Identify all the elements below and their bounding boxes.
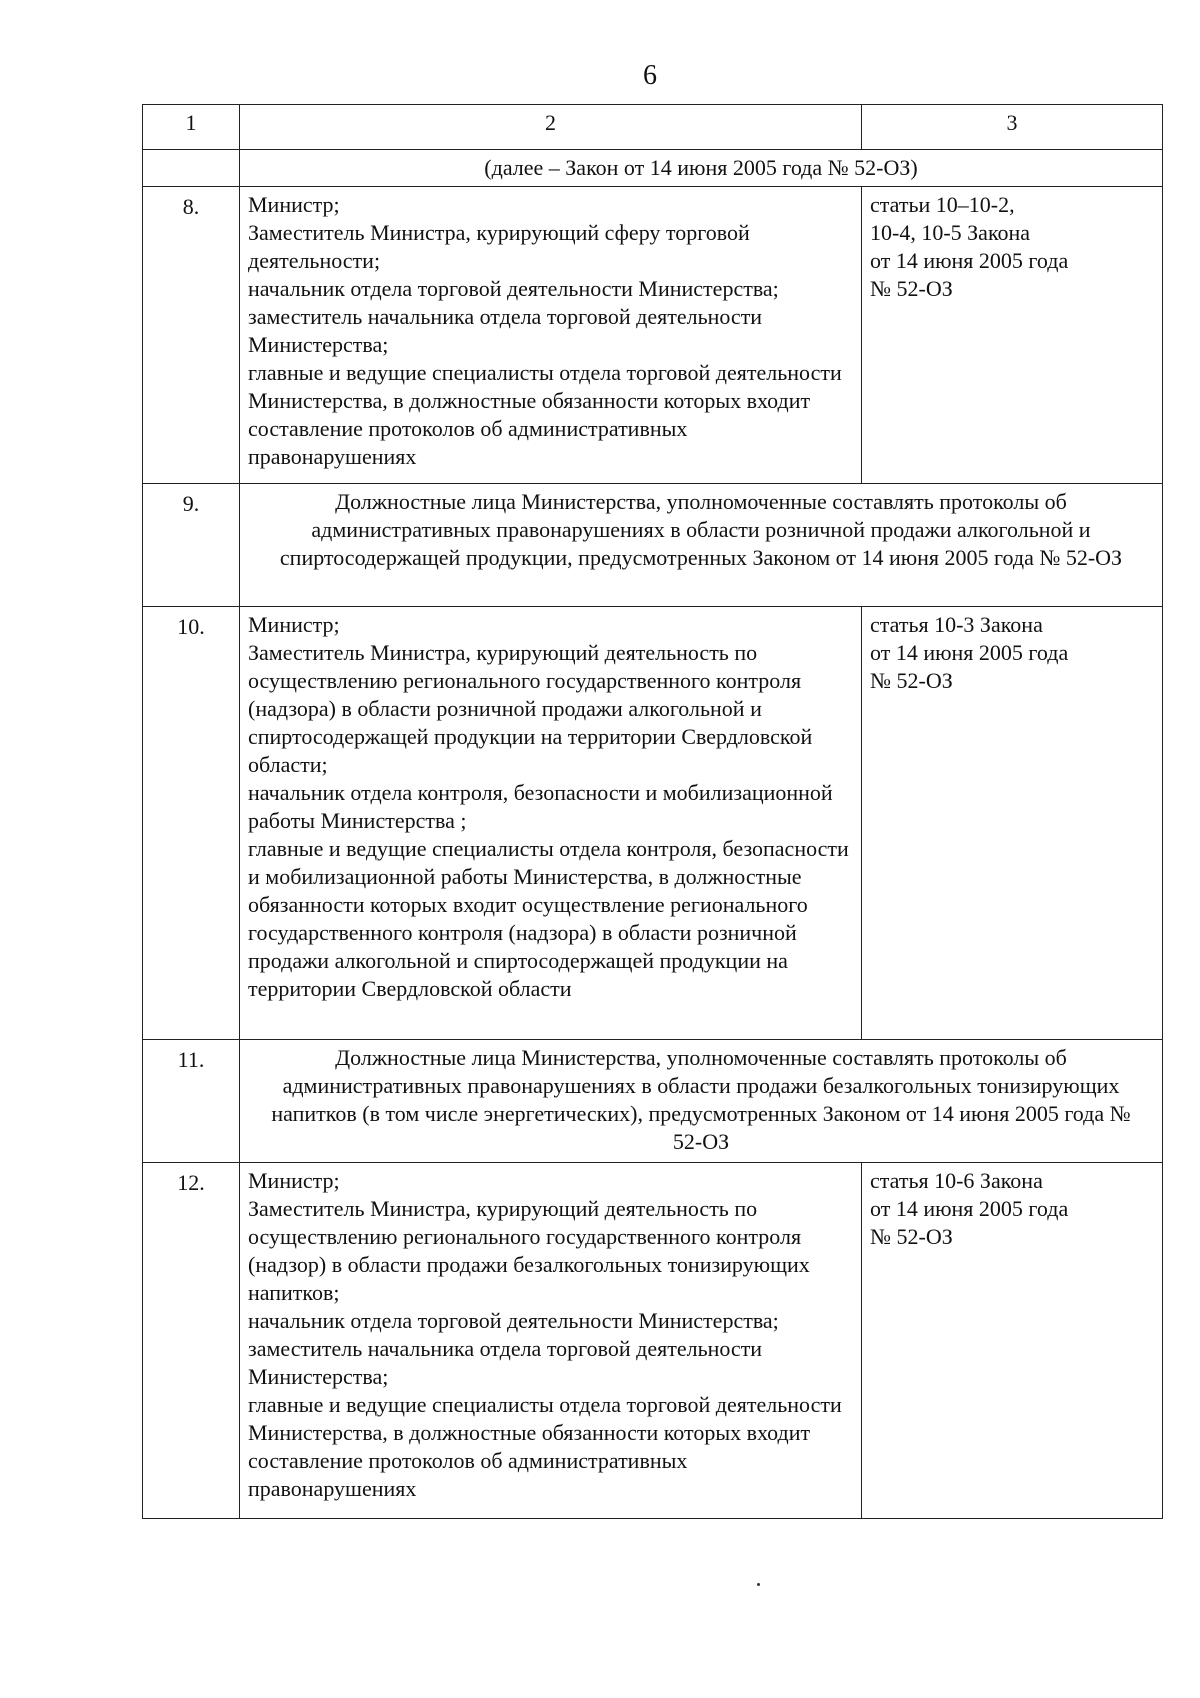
section-heading: Должностные лица Министерства, уполномоченные составлять протоколы об административных правонарушениях в области продажи безалкогольных тонизирующих напитков (в том числе энергетических), предусмотренных Законом от 14 июня 2005 года № 52-ОЗ xyxy=(240,1040,1163,1163)
table-row-9 xyxy=(143,484,1163,607)
law-reference: статьи 10–10-2, 10-4, 10-5 Закона от 14 июня 2005 года № 52-ОЗ xyxy=(862,187,1163,484)
officials-table xyxy=(142,104,1163,1519)
row-number: 8. xyxy=(143,187,240,484)
officials-list: Министр; Заместитель Министра, курирующий деятельность по осуществлению регионального государственного контроля (надзор) в области продажи безалкогольных тонизирующих напитков; начальник отдела торговой деятельности Министерства; заместитель начальника отдела торговой деятельности Министерства; главные и ведущие специалисты отдела торговой деятельности Министерства, в должностные обязанности которых входит составление протоколов об административных правонарушениях xyxy=(240,1163,862,1519)
row-number: 11. xyxy=(143,1040,240,1163)
page-number: 6 xyxy=(643,60,657,91)
row-number: 12. xyxy=(143,1163,240,1519)
table-row-11 xyxy=(143,1040,1163,1163)
continuation-text: (далее – Закон от 14 июня 2005 года № 52-ОЗ) xyxy=(240,150,1163,187)
law-reference: статья 10-6 Закона от 14 июня 2005 года № 52-ОЗ xyxy=(862,1163,1163,1519)
section-heading: Должностные лица Министерства, уполномоченные составлять протоколы об административных правонарушениях в области розничной продажи алкогольной и спиртосодержащей продукции, предусмотренных Законом от 14 июня 2005 года № 52-ОЗ xyxy=(240,484,1163,607)
continuation-row xyxy=(143,150,1163,187)
row-number: 10. xyxy=(143,607,240,1040)
column-number-1: 1 xyxy=(143,105,240,150)
table-row-10 xyxy=(143,607,1163,1040)
column-number-2: 2 xyxy=(240,105,862,150)
row-number: 9. xyxy=(143,484,240,607)
table-row-8 xyxy=(143,187,1163,484)
column-number-row xyxy=(143,105,1163,150)
officials-list: Министр; Заместитель Министра, курирующий сферу торговой деятельности; начальник отдела торговой деятельности Министерства; заместитель начальника отдела торговой деятельности Министерства; главные и ведущие специалисты отдела торговой деятельности Министерства, в должностные обязанности которых входит составление протоколов об административных правонарушениях xyxy=(240,187,862,484)
table-row-12 xyxy=(143,1163,1163,1519)
officials-list: Министр; Заместитель Министра, курирующий деятельность по осуществлению регионального государственного контроля (надзора) в области розничной продажи алкогольной и спиртосодержащей продукции на территории Свердловской области; начальник отдела контроля, безопасности и мобилизационной работы Министерства ; главные и ведущие специалисты отдела контроля, безопасности и мобилизационной работы Министерства, в должностные обязанности которых входит осуществление регионального государственного контроля (надзора) в области розничной продажи алкогольной и спиртосодержащей продукции на территории Свердловской области xyxy=(240,607,862,1040)
scan-speck xyxy=(757,1583,760,1586)
column-number-3: 3 xyxy=(862,105,1163,150)
law-reference: статья 10-3 Закона от 14 июня 2005 года № 52-ОЗ xyxy=(862,607,1163,1040)
continuation-empty-cell xyxy=(143,150,240,187)
